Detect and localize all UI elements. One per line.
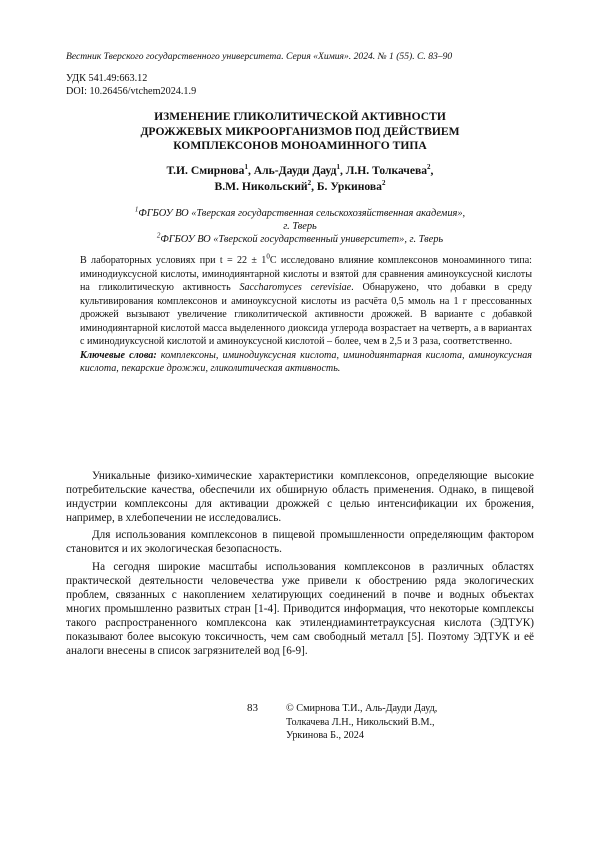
abstract-text	[80, 254, 532, 349]
affiliation-mark: 2	[427, 163, 431, 172]
abstract-part: . Обнаружено, что добавки в среду культивирования комплексонов и аминоуксусной кислоты из расчёта 0,5 ммоль на 1 г прессованных дрожжей вызывают увеличение гликолитической активности дрожжей. В варианте с добавкой иминодиянтарной кислотой масса выделенного диоксида углерода возрастает на четверть, а в вариантах с иминодиуксусной кислотой и аминоуксусной кислотой – более, чем в 2,5 и 3 раза, соответственно.	[80, 282, 532, 348]
abstract	[80, 254, 532, 376]
article-title	[66, 110, 534, 154]
affiliation-2	[66, 233, 534, 246]
article-metadata	[66, 73, 196, 98]
affiliation-mark: 2	[156, 231, 161, 240]
affiliation-mark: 1	[134, 205, 139, 214]
body-paragraph: Уникальные физико-химические характеристики комплексонов, определяющие высокие потребительские качества, обеспечили их обширную область применения. Однако, в пищевой индустрии комплексоны для активации дрожжей с целью интенсификации их брожения, например, в хлебопечении не исследовались.	[66, 470, 534, 525]
copyright-line: Толкачева Л.Н., Никольский В.М.,	[286, 716, 435, 728]
affiliations	[66, 207, 534, 246]
affiliation-mark: 2	[381, 179, 386, 188]
author-list	[66, 163, 534, 195]
affiliation-1-city: г. Тверь	[283, 221, 317, 232]
affiliation-1	[66, 207, 534, 220]
article-body	[66, 469, 534, 661]
degree-mark: 0	[266, 252, 270, 261]
author-separator: ,	[430, 164, 434, 177]
affiliation-text: ФГБОУ ВО «Тверской государственный университет», г. Тверь	[160, 234, 444, 245]
keywords-list: комплексоны, иминодиуксусная кислота, иминодиянтарная кислота, аминоуксусная кислота, пекарские дрожжи, гликолитическая активность.	[80, 349, 532, 375]
journal-header: Вестник Тверского государственного университета. Серия «Химия». 2024. № 1 (55). С. 83–90	[66, 51, 453, 62]
keywords-label: Ключевые слова:	[80, 349, 157, 361]
author-line	[66, 163, 534, 179]
copyright-line: © Смирнова Т.И., Аль-Дауди Дауд,	[286, 703, 438, 714]
udk-code: УДК 541.49:663.12	[66, 73, 148, 84]
author-name: , Л.Н. Толкачева	[339, 164, 428, 177]
copyright-notice	[286, 702, 536, 743]
doi[interactable]: DOI: 10.26456/vtchem2024.1.9	[66, 85, 197, 97]
title-line: КОМПЛЕКСОНОВ МОНОАМИННОГО ТИПА	[173, 139, 427, 153]
affiliation-mark: 1	[244, 163, 248, 172]
author-name: , Аль-Дауди Дауд	[247, 164, 337, 177]
affiliation-mark: 1	[336, 163, 340, 172]
abstract-part: С исследовано влияние комплексонов моноаминного типа: иминодиуксусной кислоты, иминодиянтарной кислоты и взятой для сравнения аминоуксусной кислоты на гликолитическую активность	[80, 255, 532, 294]
abstract-part: В лабораторных условиях при t = 22 ± 1	[80, 255, 267, 266]
author-name: Т.И. Смирнова	[166, 164, 245, 177]
author-name: В.М. Никольский	[214, 180, 308, 193]
page-number: 83	[247, 702, 258, 714]
affiliation-mark: 2	[307, 179, 312, 188]
body-paragraph: Для использования комплексонов в пищевой промышленности определяющим фактором становится и их экологическая безопасность.	[66, 529, 534, 556]
keywords	[80, 349, 532, 376]
author-name: , Б. Уркинова	[311, 180, 382, 193]
body-paragraph: На сегодня широкие масштабы использования комплексонов в различных областях практической деятельности человечества уже привели к обострению ряда экологических проблем, связанных с накоплением хелатирующих соединений в почве и водных объектах многих промышленно развитых стран [1-4]. Приводится информация, что некоторые комплексы такого распространенного комплексона как этилендиаминтетрауксусная кислота (ЭДТУК) показывают более высокую токсичность, чем сам свободный металл [5]. Поэтому ЭДТУК и её аналоги внесены в список загрязнителей вод [6-9].	[66, 560, 534, 658]
title-line: ИЗМЕНЕНИЕ ГЛИКОЛИТИЧЕСКОЙ АКТИВНОСТИ	[154, 110, 446, 123]
author-line	[66, 179, 534, 195]
copyright-line: Уркинова Б., 2024	[286, 730, 364, 741]
title-line: ДРОЖЖЕВЫХ МИКРООРГАНИЗМОВ ПОД ДЕЙСТВИЕМ	[140, 124, 460, 138]
affiliation-text: ФГБОУ ВО «Тверская государственная сельскохозяйственная академия»,	[138, 208, 466, 219]
species-name: Saccharomyces cerevisiae	[239, 282, 352, 294]
